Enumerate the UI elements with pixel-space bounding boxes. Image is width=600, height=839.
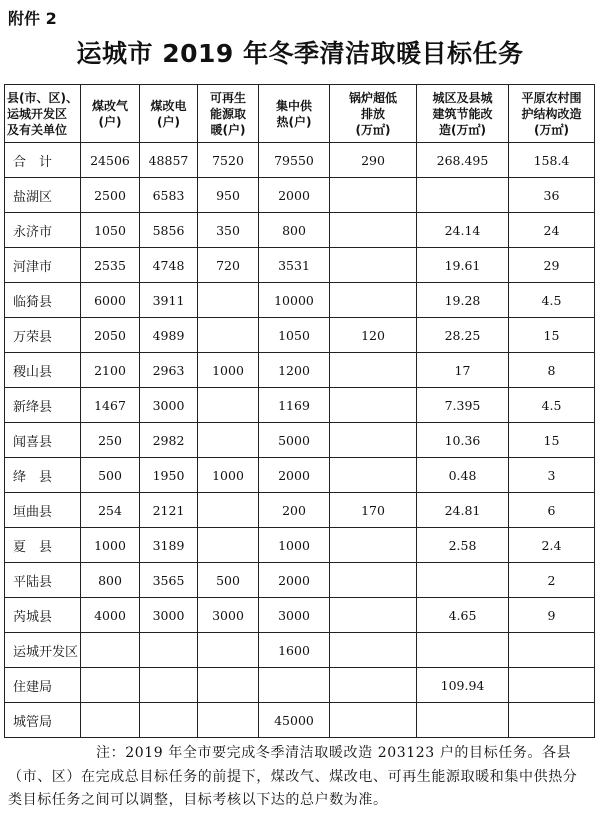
value-cell: 109.94	[417, 668, 509, 703]
value-cell: 2982	[140, 423, 198, 458]
value-cell: 1200	[259, 353, 330, 388]
value-cell	[330, 388, 417, 423]
header-line: 热(户)	[276, 114, 312, 129]
unit-name-cell: 临猗县	[5, 283, 81, 318]
value-cell: 7520	[198, 143, 259, 178]
unit-name-cell: 新绛县	[5, 388, 81, 423]
value-cell: 4748	[140, 248, 198, 283]
footnote: 注：2019 年全市要完成冬季清洁取暖改造 203123 户的目标任务。各县（市、区）在完成总目标任务的前提下，煤改气、煤改电、可再生能源取暖和集中供热分类目标任务之间可以调整，目标考核以下达的总户数为准。	[8, 745, 578, 808]
unit-name-cell: 盐湖区	[5, 178, 81, 213]
value-cell: 48857	[140, 143, 198, 178]
header-line: (万㎡)	[534, 122, 569, 137]
header-line: 及有关单位	[7, 122, 68, 137]
value-cell	[140, 703, 198, 738]
header-line: 煤改气	[91, 98, 128, 113]
value-cell	[330, 248, 417, 283]
value-cell	[140, 668, 198, 703]
value-cell: 10000	[259, 283, 330, 318]
value-cell: 800	[259, 213, 330, 248]
value-cell	[198, 703, 259, 738]
table-row	[5, 703, 595, 738]
value-cell: 24506	[81, 143, 140, 178]
value-cell: 17	[417, 353, 509, 388]
value-cell	[198, 283, 259, 318]
unit-name-cell: 绛 县	[5, 458, 81, 493]
table-row	[5, 668, 595, 703]
value-cell: 720	[198, 248, 259, 283]
value-cell	[81, 668, 140, 703]
unit-name-cell: 稷山县	[5, 353, 81, 388]
unit-name-cell: 平陆县	[5, 563, 81, 598]
value-cell	[417, 633, 509, 668]
value-cell: 500	[81, 458, 140, 493]
value-cell	[198, 633, 259, 668]
value-cell: 120	[330, 318, 417, 353]
unit-name-cell: 万荣县	[5, 318, 81, 353]
value-cell: 254	[81, 493, 140, 528]
value-cell: 3531	[259, 248, 330, 283]
value-cell: 2121	[140, 493, 198, 528]
value-cell: 4.5	[509, 283, 595, 318]
unit-name-cell: 永济市	[5, 213, 81, 248]
value-cell	[330, 458, 417, 493]
value-cell	[198, 528, 259, 563]
value-cell: 2000	[259, 178, 330, 213]
value-cell: 19.61	[417, 248, 509, 283]
table-row	[5, 598, 595, 633]
unit-name-cell: 运城开发区	[5, 633, 81, 668]
value-cell: 1600	[259, 633, 330, 668]
header-rural-envelope-retrofit	[509, 85, 595, 143]
value-cell	[140, 633, 198, 668]
value-cell	[330, 528, 417, 563]
value-cell: 8	[509, 353, 595, 388]
header-line: 城区及县城	[432, 90, 493, 105]
value-cell: 268.495	[417, 143, 509, 178]
value-cell: 2.58	[417, 528, 509, 563]
value-cell: 800	[81, 563, 140, 598]
value-cell: 2000	[259, 458, 330, 493]
value-cell: 158.4	[509, 143, 595, 178]
value-cell: 1000	[81, 528, 140, 563]
value-cell: 2963	[140, 353, 198, 388]
value-cell: 3000	[140, 388, 198, 423]
value-cell: 7.395	[417, 388, 509, 423]
value-cell: 79550	[259, 143, 330, 178]
unit-name-cell: 垣曲县	[5, 493, 81, 528]
value-cell	[509, 633, 595, 668]
value-cell: 15	[509, 318, 595, 353]
unit-name-cell: 夏 县	[5, 528, 81, 563]
value-cell: 6	[509, 493, 595, 528]
value-cell	[417, 178, 509, 213]
value-cell: 1000	[198, 353, 259, 388]
value-cell: 15	[509, 423, 595, 458]
value-cell: 2535	[81, 248, 140, 283]
value-cell: 1000	[259, 528, 330, 563]
header-line: 护结构改造	[521, 106, 582, 121]
value-cell: 250	[81, 423, 140, 458]
value-cell: 1050	[81, 213, 140, 248]
value-cell: 2050	[81, 318, 140, 353]
value-cell: 950	[198, 178, 259, 213]
value-cell: 2.4	[509, 528, 595, 563]
value-cell	[330, 178, 417, 213]
value-cell: 6583	[140, 178, 198, 213]
value-cell	[330, 423, 417, 458]
value-cell: 1050	[259, 318, 330, 353]
header-line: (户)	[157, 114, 180, 129]
table-row	[5, 388, 595, 423]
table-total-row	[5, 143, 595, 178]
header-central-heating	[259, 85, 330, 143]
value-cell: 5856	[140, 213, 198, 248]
header-coal-to-electric	[140, 85, 198, 143]
value-cell	[330, 563, 417, 598]
value-cell	[81, 633, 140, 668]
value-cell	[330, 353, 417, 388]
table-row	[5, 528, 595, 563]
unit-name-cell: 芮城县	[5, 598, 81, 633]
value-cell	[417, 563, 509, 598]
header-renewable-heating	[198, 85, 259, 143]
header-line: 集中供	[275, 98, 312, 113]
value-cell	[330, 213, 417, 248]
value-cell: 170	[330, 493, 417, 528]
table-row	[5, 178, 595, 213]
header-line: 煤改电	[150, 98, 187, 113]
value-cell	[330, 668, 417, 703]
value-cell	[198, 668, 259, 703]
value-cell: 200	[259, 493, 330, 528]
value-cell	[198, 423, 259, 458]
value-cell: 350	[198, 213, 259, 248]
value-cell	[509, 668, 595, 703]
value-cell: 28.25	[417, 318, 509, 353]
value-cell: 0.48	[417, 458, 509, 493]
value-cell	[417, 703, 509, 738]
header-line: 造(万㎡)	[439, 122, 486, 137]
value-cell: 24	[509, 213, 595, 248]
header-line: 锅炉超低	[348, 90, 397, 105]
value-cell	[330, 283, 417, 318]
value-cell	[330, 703, 417, 738]
value-cell	[198, 318, 259, 353]
value-cell: 24.81	[417, 493, 509, 528]
header-line: 县(市、区)、	[7, 90, 78, 105]
value-cell: 2	[509, 563, 595, 598]
value-cell	[81, 703, 140, 738]
header-building-energy-retrofit	[417, 85, 509, 143]
target-task-table	[4, 84, 595, 738]
value-cell	[198, 493, 259, 528]
value-cell: 1000	[198, 458, 259, 493]
value-cell: 36	[509, 178, 595, 213]
value-cell	[198, 388, 259, 423]
header-line: 可再生	[209, 90, 246, 105]
value-cell: 1950	[140, 458, 198, 493]
value-cell: 4000	[81, 598, 140, 633]
value-cell: 3000	[259, 598, 330, 633]
table-row	[5, 423, 595, 458]
header-line: 能源取	[209, 106, 246, 121]
header-line: 建筑节能改	[432, 106, 493, 121]
header-line: 暖(户)	[210, 122, 246, 137]
header-line: 平原农村围	[521, 90, 582, 105]
value-cell: 290	[330, 143, 417, 178]
value-cell: 4.5	[509, 388, 595, 423]
value-cell: 3189	[140, 528, 198, 563]
table-row	[5, 458, 595, 493]
value-cell: 2500	[81, 178, 140, 213]
value-cell: 4989	[140, 318, 198, 353]
page-title: 运城市 2019 年冬季清洁取暖目标任务	[76, 39, 524, 68]
table-row	[5, 353, 595, 388]
table-row	[5, 493, 595, 528]
table-row	[5, 213, 595, 248]
value-cell: 4.65	[417, 598, 509, 633]
table-row	[5, 633, 595, 668]
value-cell: 19.28	[417, 283, 509, 318]
header-boiler-emission	[330, 85, 417, 143]
header-coal-to-gas	[81, 85, 140, 143]
unit-name-cell: 城管局	[5, 703, 81, 738]
unit-name-cell: 闻喜县	[5, 423, 81, 458]
header-line: 排放	[360, 106, 385, 121]
value-cell: 3	[509, 458, 595, 493]
header-line: 运城开发区	[7, 106, 68, 121]
header-line: (户)	[98, 114, 122, 129]
table-row	[5, 283, 595, 318]
table-row	[5, 248, 595, 283]
value-cell: 2000	[259, 563, 330, 598]
value-cell: 3000	[140, 598, 198, 633]
value-cell: 6000	[81, 283, 140, 318]
unit-name-cell: 河津市	[5, 248, 81, 283]
header-line: (万㎡)	[355, 122, 391, 137]
value-cell: 3000	[198, 598, 259, 633]
unit-name-cell: 住建局	[5, 668, 81, 703]
value-cell: 24.14	[417, 213, 509, 248]
unit-name-cell: 合 计	[5, 143, 81, 178]
value-cell: 5000	[259, 423, 330, 458]
value-cell: 500	[198, 563, 259, 598]
value-cell	[330, 633, 417, 668]
table-row	[5, 563, 595, 598]
value-cell: 1467	[81, 388, 140, 423]
value-cell	[330, 598, 417, 633]
value-cell: 3911	[140, 283, 198, 318]
value-cell: 2100	[81, 353, 140, 388]
value-cell: 9	[509, 598, 595, 633]
value-cell: 29	[509, 248, 595, 283]
value-cell	[509, 703, 595, 738]
value-cell: 45000	[259, 703, 330, 738]
table-header-row	[5, 85, 595, 143]
value-cell: 3565	[140, 563, 198, 598]
value-cell: 1169	[259, 388, 330, 423]
value-cell: 10.36	[417, 423, 509, 458]
value-cell	[259, 668, 330, 703]
header-unit	[5, 85, 81, 143]
table-row	[5, 318, 595, 353]
attachment-label: 附件 2	[8, 9, 57, 28]
